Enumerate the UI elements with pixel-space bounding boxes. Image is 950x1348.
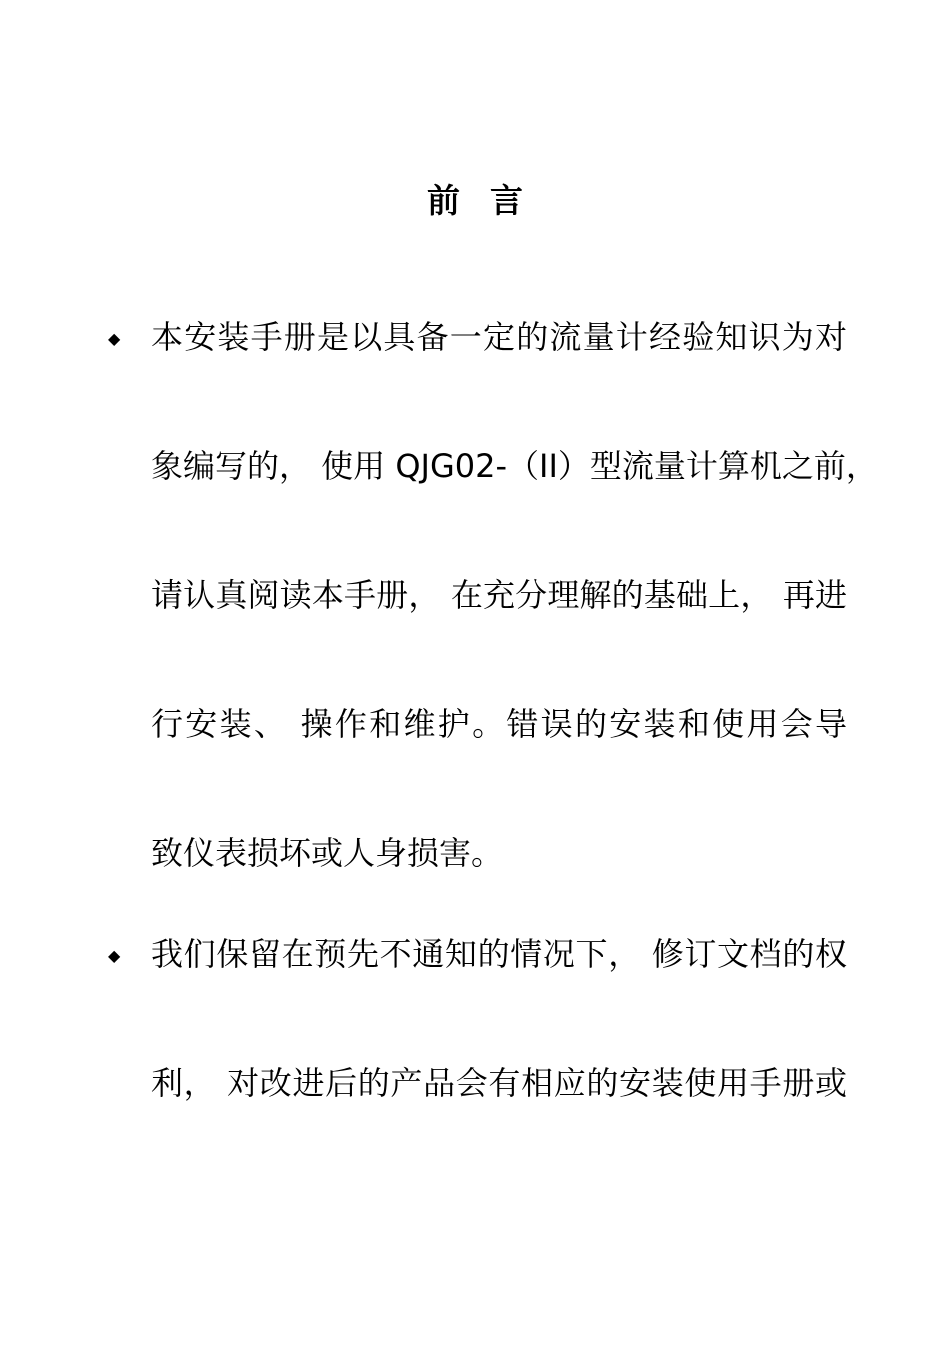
item-2-line-2: 利， 对改进后的产品会有相应的安装使用手册或 [151, 1064, 847, 1102]
bullet-diamond-icon: ◆ [108, 946, 121, 965]
page-title [0, 176, 950, 226]
page-title-part-2: 言 [490, 181, 523, 220]
item-1-line-3: 请认真阅读本手册， 在充分理解的基础上， 再进 [151, 576, 847, 614]
item-1-line-4: 行安装、 操作和维护。错误的安装和使用会导 [151, 705, 847, 743]
item-1-line-2: 象编写的， 使用 QJG02-（II）型流量计算机之前， [151, 447, 878, 485]
item-1-line-1: 本安装手册是以具备一定的流量计经验知识为对 [151, 318, 847, 356]
item-1-line-5: 致仪表损坏或人身损害。 [151, 834, 504, 872]
item-2-line-1: 我们保留在预先不通知的情况下， 修订文档的权 [151, 935, 847, 973]
page-title-part-1: 前 [427, 181, 460, 220]
bullet-diamond-icon: ◆ [108, 329, 121, 348]
